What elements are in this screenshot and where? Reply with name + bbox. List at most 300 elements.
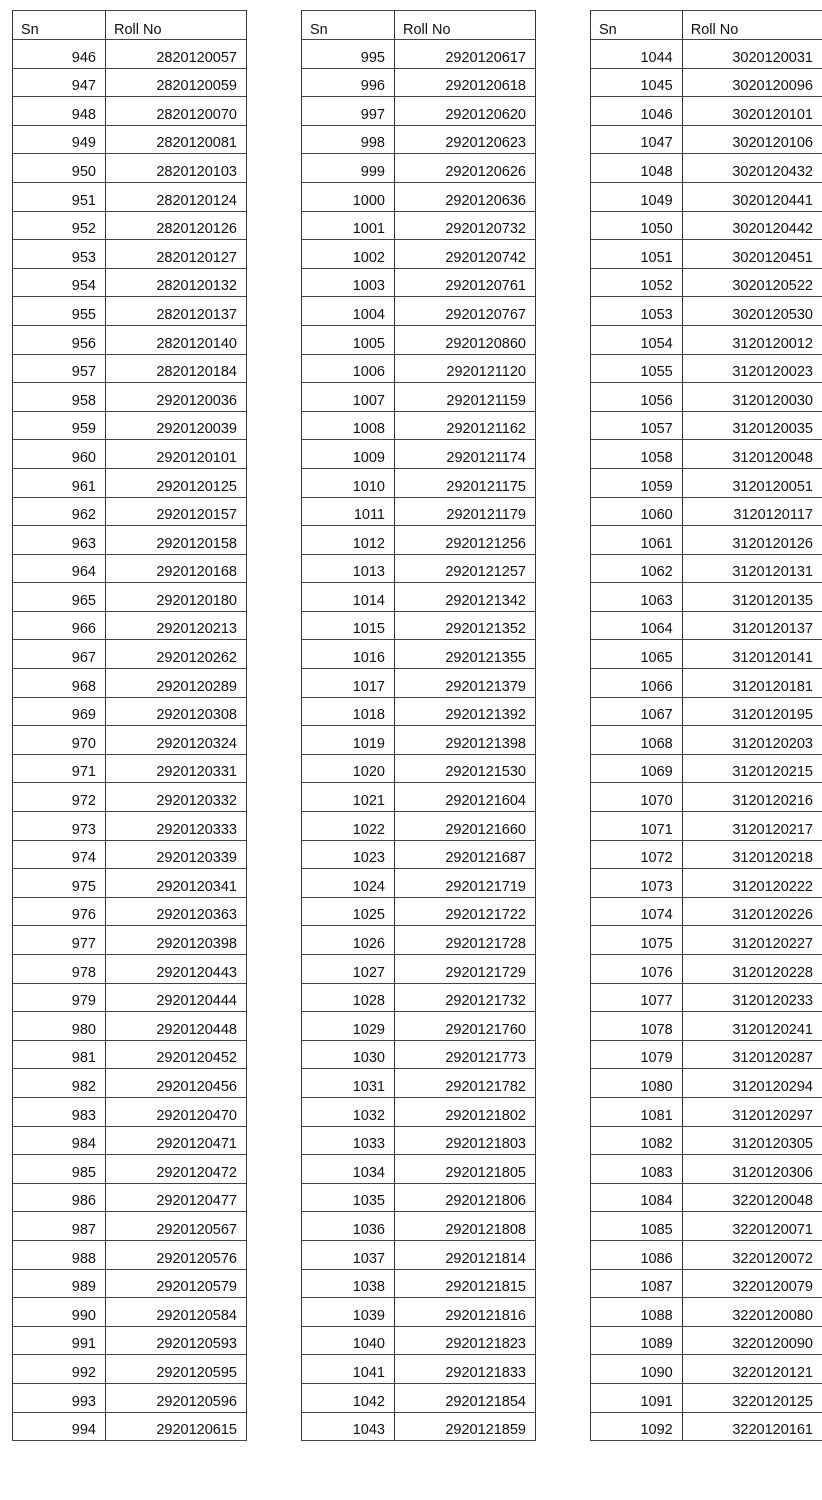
table-row (591, 611, 822, 640)
roll-no-cell: 3220120079 (682, 1269, 822, 1298)
sn-cell: 975 (13, 869, 106, 898)
table-row (591, 383, 822, 412)
sn-cell: 1000 (302, 182, 395, 211)
table-row (302, 1155, 536, 1184)
table-row (591, 1298, 822, 1327)
table-row (302, 697, 536, 726)
sn-cell: 1006 (302, 354, 395, 383)
sn-cell: 959 (13, 411, 106, 440)
table-row (302, 1069, 536, 1098)
roll-no-cell: 2920121859 (395, 1412, 536, 1441)
sn-cell: 1043 (302, 1412, 395, 1441)
sn-cell: 1014 (302, 583, 395, 612)
sn-header: Sn (302, 11, 395, 40)
roll-no-cell: 2820120103 (106, 154, 247, 183)
table-row (591, 1240, 822, 1269)
roll-no-cell: 2920121805 (395, 1155, 536, 1184)
sn-cell: 947 (13, 68, 106, 97)
table-row (302, 1126, 536, 1155)
sn-cell: 1022 (302, 812, 395, 841)
roll-no-cell: 2820120081 (106, 125, 247, 154)
sn-cell: 1037 (302, 1240, 395, 1269)
sn-cell: 1059 (591, 468, 683, 497)
sn-cell: 1028 (302, 983, 395, 1012)
sn-cell: 1051 (591, 240, 683, 269)
sn-header: Sn (13, 11, 106, 40)
roll-no-cell: 3120120141 (682, 640, 822, 669)
roll-table-body (13, 11, 247, 1441)
header-row (591, 11, 822, 40)
sn-cell: 950 (13, 154, 106, 183)
roll-no-cell: 3020120441 (682, 182, 822, 211)
roll-no-cell: 2920120363 (106, 897, 247, 926)
table-row (302, 955, 536, 984)
roll-no-cell: 2920120398 (106, 926, 247, 955)
sn-cell: 954 (13, 268, 106, 297)
roll-no-cell: 2920121719 (395, 869, 536, 898)
roll-no-cell: 2920121174 (395, 440, 536, 469)
roll-no-cell: 3120120030 (682, 383, 822, 412)
roll-no-cell: 2920121760 (395, 1012, 536, 1041)
roll-no-cell: 2920120331 (106, 754, 247, 783)
roll-no-cell: 2920120767 (395, 297, 536, 326)
sn-cell: 1055 (591, 354, 683, 383)
roll-no-cell: 2920120477 (106, 1183, 247, 1212)
roll-no-cell: 2920121773 (395, 1040, 536, 1069)
roll-no-cell: 3120120035 (682, 411, 822, 440)
roll-no-cell: 3220120121 (682, 1355, 822, 1384)
roll-no-cell: 2920121729 (395, 955, 536, 984)
sn-cell: 998 (302, 125, 395, 154)
roll-no-cell: 3020120096 (682, 68, 822, 97)
table-row (13, 1383, 247, 1412)
table-row (302, 1412, 536, 1441)
table-row (591, 68, 822, 97)
sn-cell: 1049 (591, 182, 683, 211)
roll-table-1 (12, 10, 247, 1441)
sn-cell: 968 (13, 669, 106, 698)
sn-cell: 996 (302, 68, 395, 97)
roll-no-cell: 3120120135 (682, 583, 822, 612)
sn-cell: 1023 (302, 840, 395, 869)
sn-cell: 1001 (302, 211, 395, 240)
roll-no-cell: 2920121833 (395, 1355, 536, 1384)
roll-table-body (591, 11, 822, 1441)
roll-no-cell: 2920120180 (106, 583, 247, 612)
table-row (591, 840, 822, 869)
table-row (591, 1183, 822, 1212)
roll-no-cell: 3220120125 (682, 1383, 822, 1412)
roll-no-cell: 2920120636 (395, 182, 536, 211)
roll-no-cell: 2920120341 (106, 869, 247, 898)
table-row (591, 783, 822, 812)
sn-cell: 1047 (591, 125, 683, 154)
table-row (591, 554, 822, 583)
table-row (591, 926, 822, 955)
roll-no-header: Roll No (682, 11, 822, 40)
roll-no-cell: 2920121159 (395, 383, 536, 412)
sn-cell: 1072 (591, 840, 683, 869)
table-row (302, 783, 536, 812)
table-row (591, 1269, 822, 1298)
sn-cell: 964 (13, 554, 106, 583)
table-row (13, 1355, 247, 1384)
table-row (13, 182, 247, 211)
table-row (591, 240, 822, 269)
sn-cell: 1040 (302, 1326, 395, 1355)
sn-cell: 951 (13, 182, 106, 211)
sn-cell: 1081 (591, 1097, 683, 1126)
sn-cell: 1054 (591, 325, 683, 354)
roll-no-cell: 2920121802 (395, 1097, 536, 1126)
sn-cell: 973 (13, 812, 106, 841)
roll-no-cell: 2920120324 (106, 726, 247, 755)
sn-cell: 1068 (591, 726, 683, 755)
table-row (13, 240, 247, 269)
table-row (302, 897, 536, 926)
sn-cell: 983 (13, 1097, 106, 1126)
table-row (13, 154, 247, 183)
sn-cell: 1057 (591, 411, 683, 440)
sn-cell: 1017 (302, 669, 395, 698)
sn-cell: 1033 (302, 1126, 395, 1155)
roll-no-cell: 2820120184 (106, 354, 247, 383)
table-row (591, 1155, 822, 1184)
table-row (302, 383, 536, 412)
sn-cell: 1039 (302, 1298, 395, 1327)
table-row (302, 526, 536, 555)
sn-cell: 1021 (302, 783, 395, 812)
roll-no-cell: 2920120732 (395, 211, 536, 240)
table-row (302, 297, 536, 326)
sn-cell: 1052 (591, 268, 683, 297)
roll-no-cell: 2920121808 (395, 1212, 536, 1241)
sn-cell: 1004 (302, 297, 395, 326)
sn-cell: 1077 (591, 983, 683, 1012)
table-row (591, 497, 822, 526)
table-row (591, 1212, 822, 1241)
sn-cell: 1063 (591, 583, 683, 612)
roll-no-cell: 2920120470 (106, 1097, 247, 1126)
sn-cell: 952 (13, 211, 106, 240)
sn-cell: 1074 (591, 897, 683, 926)
roll-table-3 (590, 10, 822, 1441)
table-row (302, 1212, 536, 1241)
table-row (13, 411, 247, 440)
roll-no-cell: 3120120297 (682, 1097, 822, 1126)
sn-cell: 1042 (302, 1383, 395, 1412)
table-row (302, 554, 536, 583)
table-row (13, 669, 247, 698)
sn-cell: 953 (13, 240, 106, 269)
table-row (302, 182, 536, 211)
roll-no-cell: 2920120339 (106, 840, 247, 869)
roll-no-cell: 2920121256 (395, 526, 536, 555)
sn-cell: 1062 (591, 554, 683, 583)
table-row (591, 983, 822, 1012)
sn-cell: 974 (13, 840, 106, 869)
roll-no-cell: 3120120131 (682, 554, 822, 583)
sn-cell: 1035 (302, 1183, 395, 1212)
table-row (591, 1097, 822, 1126)
table-row (302, 812, 536, 841)
sn-cell: 995 (302, 40, 395, 69)
table-row (13, 1155, 247, 1184)
roll-no-header: Roll No (395, 11, 536, 40)
sn-cell: 1069 (591, 754, 683, 783)
table-row (13, 554, 247, 583)
sn-cell: 949 (13, 125, 106, 154)
table-row (13, 640, 247, 669)
sn-cell: 1009 (302, 440, 395, 469)
roll-no-cell: 2920120593 (106, 1326, 247, 1355)
sn-cell: 981 (13, 1040, 106, 1069)
table-row (591, 40, 822, 69)
sn-cell: 1010 (302, 468, 395, 497)
roll-no-cell: 2920121342 (395, 583, 536, 612)
table-row (13, 1212, 247, 1241)
roll-table-2 (301, 10, 536, 1441)
sn-cell: 1034 (302, 1155, 395, 1184)
roll-no-cell: 2920121854 (395, 1383, 536, 1412)
roll-no-cell: 2820120057 (106, 40, 247, 69)
sn-cell: 1041 (302, 1355, 395, 1384)
roll-no-cell: 2920120623 (395, 125, 536, 154)
roll-no-cell: 2920121803 (395, 1126, 536, 1155)
roll-no-cell: 2920121392 (395, 697, 536, 726)
table-row (13, 468, 247, 497)
roll-no-cell: 2920121604 (395, 783, 536, 812)
sn-cell: 1046 (591, 97, 683, 126)
roll-no-cell: 2920120579 (106, 1269, 247, 1298)
table-row (13, 1326, 247, 1355)
table-row (302, 1269, 536, 1298)
roll-no-cell: 2920120036 (106, 383, 247, 412)
sn-cell: 956 (13, 325, 106, 354)
roll-no-cell: 3220120072 (682, 1240, 822, 1269)
sn-cell: 987 (13, 1212, 106, 1241)
table-row (13, 840, 247, 869)
sn-cell: 988 (13, 1240, 106, 1269)
table-row (591, 182, 822, 211)
roll-no-cell: 3020120442 (682, 211, 822, 240)
roll-no-cell: 3020120432 (682, 154, 822, 183)
roll-no-cell: 2920120444 (106, 983, 247, 1012)
table-row (13, 611, 247, 640)
roll-no-cell: 2920120039 (106, 411, 247, 440)
sn-cell: 972 (13, 783, 106, 812)
sn-cell: 971 (13, 754, 106, 783)
roll-no-cell: 2920120567 (106, 1212, 247, 1241)
roll-no-cell: 2920120443 (106, 955, 247, 984)
sn-cell: 1020 (302, 754, 395, 783)
sn-cell: 1064 (591, 611, 683, 640)
roll-no-cell: 2820120132 (106, 268, 247, 297)
sn-cell: 1016 (302, 640, 395, 669)
table-row (591, 211, 822, 240)
roll-no-cell: 3020120522 (682, 268, 822, 297)
roll-no-cell: 3120120222 (682, 869, 822, 898)
roll-no-header: Roll No (106, 11, 247, 40)
sn-cell: 999 (302, 154, 395, 183)
table-row (591, 583, 822, 612)
table-row (302, 869, 536, 898)
roll-no-cell: 3220120090 (682, 1326, 822, 1355)
table-row (591, 1012, 822, 1041)
sn-cell: 1092 (591, 1412, 683, 1441)
roll-no-cell: 3120120137 (682, 611, 822, 640)
table-row (302, 468, 536, 497)
roll-no-cell: 3120120203 (682, 726, 822, 755)
sn-cell: 1044 (591, 40, 683, 69)
roll-no-cell: 2920120456 (106, 1069, 247, 1098)
roll-no-cell: 2920121722 (395, 897, 536, 926)
roll-no-cell: 2920120262 (106, 640, 247, 669)
roll-no-cell: 2920121379 (395, 669, 536, 698)
table-row (13, 1012, 247, 1041)
roll-no-cell: 2920120452 (106, 1040, 247, 1069)
roll-no-cell: 3120120218 (682, 840, 822, 869)
roll-no-cell: 3120120306 (682, 1155, 822, 1184)
table-row (302, 669, 536, 698)
roll-no-cell: 2920121660 (395, 812, 536, 841)
roll-no-cell: 2920120584 (106, 1298, 247, 1327)
table-row (591, 526, 822, 555)
roll-no-cell: 2820120127 (106, 240, 247, 269)
roll-no-cell: 2820120126 (106, 211, 247, 240)
roll-no-cell: 2920120308 (106, 697, 247, 726)
table-row (302, 211, 536, 240)
table-row (591, 154, 822, 183)
roll-table-body (302, 11, 536, 1441)
table-row (13, 783, 247, 812)
table-row (13, 325, 247, 354)
table-row (591, 1326, 822, 1355)
sn-cell: 1025 (302, 897, 395, 926)
sn-cell: 977 (13, 926, 106, 955)
roll-no-cell: 2920120615 (106, 1412, 247, 1441)
sn-cell: 986 (13, 1183, 106, 1212)
roll-no-cell: 3120120126 (682, 526, 822, 555)
roll-no-cell: 2920120448 (106, 1012, 247, 1041)
sn-cell: 1078 (591, 1012, 683, 1041)
table-row (302, 726, 536, 755)
roll-no-cell: 2920121355 (395, 640, 536, 669)
sn-cell: 1090 (591, 1355, 683, 1384)
roll-no-cell: 3120120181 (682, 669, 822, 698)
sn-cell: 1007 (302, 383, 395, 412)
roll-no-cell: 2920121162 (395, 411, 536, 440)
roll-no-cell: 3120120217 (682, 812, 822, 841)
roll-no-cell: 3120120012 (682, 325, 822, 354)
sn-cell: 948 (13, 97, 106, 126)
roll-no-cell: 2920120289 (106, 669, 247, 698)
table-row (591, 125, 822, 154)
table-row (13, 754, 247, 783)
roll-no-cell: 2920120617 (395, 40, 536, 69)
roll-no-cell: 3120120051 (682, 468, 822, 497)
table-row (302, 840, 536, 869)
roll-no-cell: 2820120140 (106, 325, 247, 354)
roll-no-cell: 2920121179 (395, 497, 536, 526)
sn-cell: 1084 (591, 1183, 683, 1212)
roll-no-cell: 2920121687 (395, 840, 536, 869)
sn-cell: 1061 (591, 526, 683, 555)
table-row (302, 325, 536, 354)
table-row (302, 125, 536, 154)
table-row (302, 754, 536, 783)
sn-cell: 1086 (591, 1240, 683, 1269)
roll-no-cell: 3020120031 (682, 40, 822, 69)
sn-cell: 966 (13, 611, 106, 640)
sn-cell: 990 (13, 1298, 106, 1327)
roll-no-cell: 3120120305 (682, 1126, 822, 1155)
sn-cell: 978 (13, 955, 106, 984)
roll-no-cell: 2920121120 (395, 354, 536, 383)
roll-no-cell: 3020120451 (682, 240, 822, 269)
roll-no-cell: 2920121728 (395, 926, 536, 955)
sn-cell: 1053 (591, 297, 683, 326)
sn-cell: 1005 (302, 325, 395, 354)
table-row (13, 297, 247, 326)
sn-cell: 1071 (591, 812, 683, 841)
table-row (591, 869, 822, 898)
roll-no-cell: 3220120048 (682, 1183, 822, 1212)
roll-no-cell: 2920121806 (395, 1183, 536, 1212)
sn-cell: 1067 (591, 697, 683, 726)
sn-cell: 1032 (302, 1097, 395, 1126)
sn-cell: 1038 (302, 1269, 395, 1298)
table-row (13, 897, 247, 926)
sn-cell: 969 (13, 697, 106, 726)
table-row (302, 97, 536, 126)
table-row (13, 97, 247, 126)
table-row (591, 297, 822, 326)
table-row (302, 983, 536, 1012)
sn-cell: 957 (13, 354, 106, 383)
sn-cell: 979 (13, 983, 106, 1012)
table-row (13, 497, 247, 526)
table-row (13, 869, 247, 898)
sn-cell: 1026 (302, 926, 395, 955)
table-row (591, 669, 822, 698)
header-row (302, 11, 536, 40)
roll-no-cell: 3120120241 (682, 1012, 822, 1041)
sn-cell: 1011 (302, 497, 395, 526)
roll-no-cell: 3120120048 (682, 440, 822, 469)
table-row (302, 1040, 536, 1069)
table-row (591, 1383, 822, 1412)
sn-cell: 1050 (591, 211, 683, 240)
table-row (591, 268, 822, 297)
roll-no-cell: 3120120195 (682, 697, 822, 726)
table-row (302, 611, 536, 640)
table-row (13, 354, 247, 383)
sn-cell: 989 (13, 1269, 106, 1298)
roll-no-cell: 2920121816 (395, 1298, 536, 1327)
table-row (302, 440, 536, 469)
sn-cell: 1075 (591, 926, 683, 955)
roll-no-cell: 2920120333 (106, 812, 247, 841)
sn-cell: 982 (13, 1069, 106, 1098)
sn-cell: 1079 (591, 1040, 683, 1069)
table-row (13, 812, 247, 841)
table-row (302, 354, 536, 383)
table-row (302, 268, 536, 297)
sn-cell: 963 (13, 526, 106, 555)
roll-no-cell: 2920121815 (395, 1269, 536, 1298)
table-row (302, 1326, 536, 1355)
